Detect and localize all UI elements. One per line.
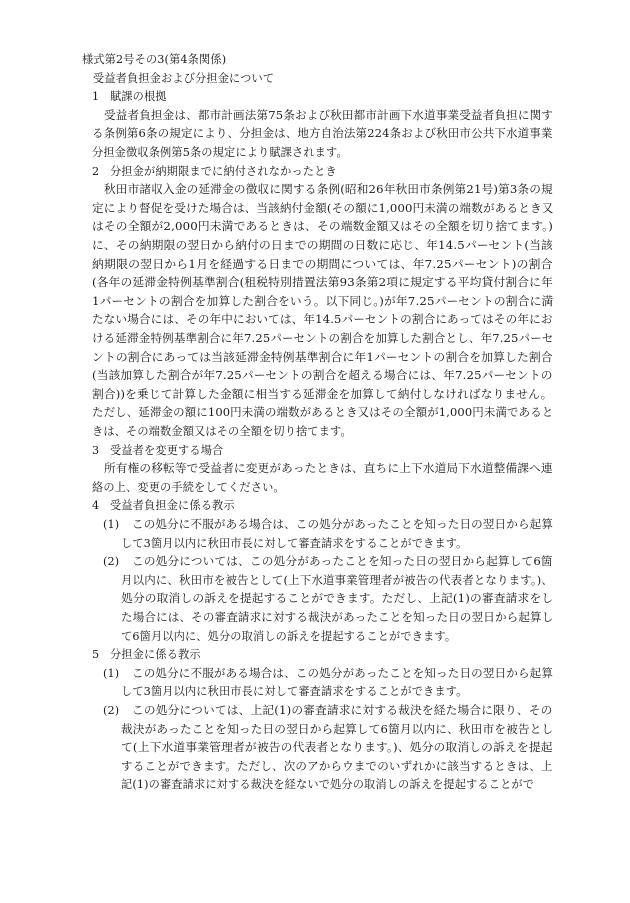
body-text-line: ける延滞金特例基準割合に年7.25パーセントの割合を加算した割合とし、年7.25パーセ	[92, 332, 554, 345]
item-text-line: この処分に不服がある場合は、この処分があったことを知った日の翌日から起算	[132, 667, 554, 680]
item-text-line: た場合には、その審査請求に対する裁決があったことを知った日の翌日から起算し	[121, 611, 554, 624]
item-label: (1)	[103, 518, 120, 531]
section-heading	[92, 499, 235, 513]
section-number: 3	[92, 444, 100, 457]
body-text-line: 納期限の翌日から1月を経過する日までの期間については、年7.25パーセント)の割合	[92, 258, 553, 271]
item-text-line: て6箇月以内に、処分の取消しの訴えを提起することができます。	[121, 630, 457, 643]
body-text-line: 1パーセントの割合を加算した割合をいう。以下同じ。)が年7.25パーセントの割合に満	[92, 295, 554, 308]
body-text-line: ただし、延滞金の額に100円未満の端数があるとき又はその全額が1,000円未満であると	[92, 406, 554, 419]
form-label: 様式第2号その3(第4条関係)	[82, 53, 227, 66]
item-text-line: この処分については、この処分があったことを知った日の翌日から起算して6箇	[132, 555, 553, 568]
item-label: (1)	[103, 667, 120, 680]
item-text-line: この処分に不服がある場合は、この処分があったことを知った日の翌日から起算	[132, 518, 554, 531]
item-label: (2)	[103, 704, 120, 717]
body-text-line: 所有権の移転等で受益者に変更があったときは、直ちに上下水道局下水道整備課へ連	[104, 462, 553, 475]
body-text-line: たない場合には、その年中においては、年14.5パーセントの割合にあってはその年にお	[92, 313, 553, 326]
item-text-line: 月以内に、秋田市を被告として(上下水道事業管理者が被告の代表者となります。)、	[121, 574, 554, 587]
body-text-line: 絡の上、変更の手続をしてください。	[92, 481, 285, 494]
item-label: (2)	[103, 555, 120, 568]
section-heading	[92, 444, 223, 458]
section-heading-text: 分担金が納期限までに納付されなかったとき	[110, 165, 337, 178]
section-heading	[92, 165, 337, 179]
section-number: 5	[92, 648, 100, 661]
section-heading	[92, 648, 201, 662]
document-title: 受益者負担金および分担金について	[93, 72, 275, 85]
body-text-line: ントの割合にあっては当該延滞金特例基準割合に年1パーセントの割合を加算した割合	[92, 351, 553, 364]
body-text-line: (各年の延滞金特例基準割合(租税特別措置法第93条第2項に規定する平均貸付割合に年	[92, 276, 553, 289]
item-text-line: して3箇月以内に秋田市長に対して審査請求をすることができます。	[121, 685, 468, 698]
body-text-line: きは、その端数金額又はその全額を切り捨てます。	[92, 425, 352, 438]
body-text-line: 割合))を乗じて計算した金額に相当する延滞金を加算して納付しなければなりません。	[92, 388, 553, 401]
section-number: 4	[92, 499, 100, 512]
item-text-line: 処分の取消しの訴えを提起することができます。ただし、上記(1)の審査請求をし	[121, 592, 554, 605]
section-number: 2	[92, 165, 100, 178]
body-text-line: る条例第6条の規定により、分担金は、地方自治法第224条および秋田市公共下水道事業	[92, 127, 553, 140]
body-text-line: 受益者負担金は、都市計画法第75条および秋田都市計画下水道事業受益者負担に関す	[104, 109, 554, 122]
item-text-line: 記(1)の審査請求に対する裁決を経ないで処分の取消しの訴えを提起することがで	[121, 778, 535, 791]
item-text-line: することができます。ただし、次のアからウまでのいずれかに該当するときは、上	[121, 760, 553, 773]
body-text-line: (当該加算した割合が年7.25パーセントの割合を超える場合には、年7.25パーセントの	[92, 369, 553, 382]
item-text-line: 裁決があったことを知った日の翌日から起算して6箇月以内に、秋田市を被告とし	[121, 723, 554, 736]
section-heading-text: 賦課の根拠	[110, 90, 167, 103]
item-text-line: して3箇月以内に秋田市長に対して審査請求をすることができます。	[121, 537, 468, 550]
section-heading-text: 分担金に係る教示	[110, 648, 201, 661]
body-text-line: はその全額が2,000円未満であるときは、その端数金額又はその全額を切り捨てます。)	[92, 220, 553, 233]
section-number: 1	[92, 90, 100, 103]
body-text-line: 分担金徴収条例第5条の規定により賦課されます。	[92, 146, 348, 159]
body-text-line: 秋田市諸収入金の延滞金の徴収に関する条例(昭和26年秋田市条例第21号)第3条の規	[104, 183, 553, 196]
section-heading	[92, 90, 167, 104]
item-text-line: この処分については、上記(1)の審査請求に対する裁決を経た場合に限り、その	[132, 704, 553, 717]
section-heading-text: 受益者を変更する場合	[110, 444, 224, 457]
body-text-line: 定により督促を受けた場合は、当該納付金額(その額に1,000円未満の端数があるとき又	[92, 202, 554, 215]
section-heading-text: 受益者負担金に係る教示	[110, 499, 235, 512]
body-text-line: に、その納期限の翌日から納付の日までの期間の日数に応じ、年14.5パーセント(当該	[92, 239, 553, 252]
item-text-line: て(上下水道事業管理者が被告の代表者となります。)、処分の取消しの訴えを提起	[121, 741, 553, 754]
